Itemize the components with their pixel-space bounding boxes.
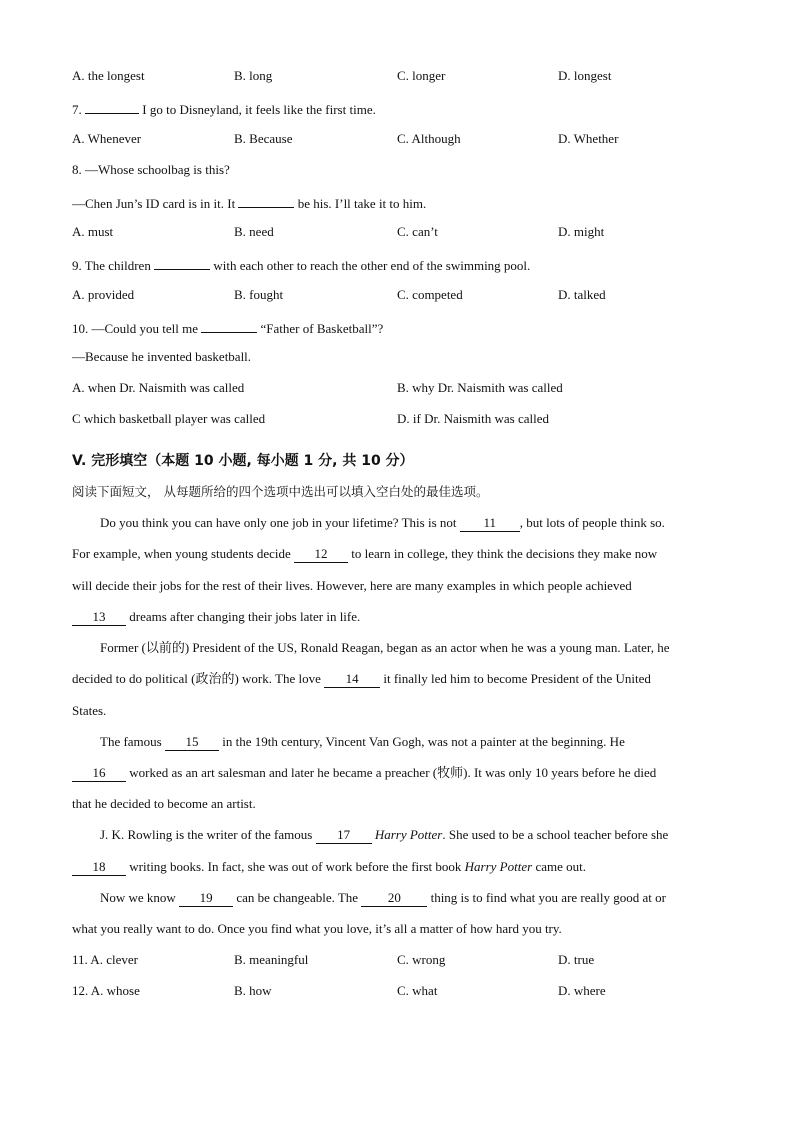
q10-text-pre: 10. —Could you tell me [72, 321, 199, 336]
blank-14[interactable]: 14 [324, 671, 380, 688]
q6-option-a[interactable]: A. the longest [72, 68, 145, 83]
passage-text: it finally led him to become President of the United [383, 671, 651, 686]
q6-option-b[interactable]: B. long [234, 68, 273, 83]
q8-blank[interactable] [238, 191, 294, 208]
blank-15[interactable]: 15 [165, 734, 219, 751]
book-title: Harry Potter [464, 859, 533, 874]
book-title: Harry Potter [374, 827, 443, 842]
blank-13[interactable]: 13 [72, 609, 126, 626]
passage-line [72, 669, 724, 689]
q8-text-post: be his. I’ll take it to him. [297, 196, 427, 211]
q11-option-a[interactable]: 11. A. clever [72, 952, 138, 967]
q7-stem [72, 97, 724, 117]
passage-line: that he decided to become an artist. [72, 796, 256, 811]
q7-option-d[interactable]: D. Whether [558, 131, 619, 146]
blank-12[interactable]: 12 [294, 546, 348, 563]
passage-text: Now we know [100, 890, 176, 905]
q6-options [72, 66, 724, 86]
q11-option-b[interactable]: B. meaningful [234, 952, 309, 967]
section-instruction: 阅读下面短文， 从每题所给的四个选项中选出可以填入空白处的最佳选项。 [72, 484, 489, 499]
q6-option-d[interactable]: D. longest [558, 68, 612, 83]
q9-blank[interactable] [154, 253, 210, 270]
q6-option-c[interactable]: C. longer [397, 68, 446, 83]
q12-option-a[interactable]: 12. A. whose [72, 983, 140, 998]
passage-line [72, 607, 724, 627]
q7-option-c[interactable]: C. Although [397, 131, 461, 146]
q9-option-c[interactable]: C. competed [397, 287, 463, 302]
passage-text: For example, when young students decide [72, 546, 291, 561]
blank-18[interactable]: 18 [72, 859, 126, 876]
passage-text: The famous [100, 734, 162, 749]
passage-text: J. K. Rowling is the writer of the famous [100, 827, 313, 842]
q10-option-b[interactable]: B. why Dr. Naismith was called [397, 380, 563, 395]
passage-line [72, 857, 724, 877]
q8-option-a[interactable]: A. must [72, 224, 114, 239]
q8-option-d[interactable]: D. might [558, 224, 605, 239]
passage-line: will decide their jobs for the rest of their lives. However, here are many examples in which people achieved [72, 578, 632, 593]
q10-option-a[interactable]: A. when Dr. Naismith was called [72, 380, 245, 395]
blank-20[interactable]: 20 [361, 890, 427, 907]
blank-19[interactable]: 19 [179, 890, 233, 907]
passage-line [72, 825, 752, 845]
q9-text-pre: 9. The children [72, 258, 151, 273]
passage-text: decided to do political (政治的) work. The love [72, 671, 321, 686]
passage-text: . She used to be a school teacher before she [442, 827, 669, 842]
q10-options-row1 [72, 378, 724, 398]
q9-stem [72, 253, 724, 273]
q8-line1: 8. —Whose schoolbag is this? [72, 162, 230, 177]
q9-options [72, 285, 724, 305]
q8-options [72, 222, 724, 242]
passage-text: came out. [535, 859, 586, 874]
passage-line: what you really want to do. Once you find what you love, it’s all a matter of how hard you try. [72, 921, 562, 936]
q8-line2 [72, 191, 724, 211]
passage-text: can be changeable. The [236, 890, 359, 905]
q7-option-a[interactable]: A. Whenever [72, 131, 142, 146]
passage-text: Do you think you can have only one job in your lifetime? This is not [100, 515, 457, 530]
blank-16[interactable]: 16 [72, 765, 126, 782]
blank-11[interactable]: 11 [460, 515, 520, 532]
section-title: V. 完形填空（本题 10 小题, 每小题 1 分, 共 10 分） [72, 453, 414, 469]
passage-line [72, 732, 752, 752]
q12-options [72, 981, 724, 1001]
q10-option-d[interactable]: D. if Dr. Naismith was called [397, 411, 549, 426]
passage-text: thing is to find what you are really good at or [430, 890, 666, 905]
q10-stem [72, 316, 724, 336]
q7-options [72, 129, 724, 149]
q9-text-post: with each other to reach the other end of the swimming pool. [213, 258, 531, 273]
q7-blank[interactable] [85, 97, 139, 114]
q12-option-c[interactable]: C. what [397, 983, 438, 998]
passage-line [72, 888, 752, 908]
passage-text: to learn in college, they think the decisions they make now [351, 546, 658, 561]
q12-option-b[interactable]: B. how [234, 983, 272, 998]
passage-line: Former (以前的) President of the US, Ronald Reagan, began as an actor when he was a young man. Later, he [100, 640, 670, 655]
q10-text-post: “Father of Basketball”? [260, 321, 384, 336]
passage-text: dreams after changing their jobs later in life. [129, 609, 361, 624]
q8-option-b[interactable]: B. need [234, 224, 274, 239]
passage-text: writing books. In fact, she was out of work before the first book [129, 859, 462, 874]
q7-option-b[interactable]: B. Because [234, 131, 293, 146]
passage-text: in the 19th century, Vincent Van Gogh, was not a painter at the beginning. He [222, 734, 625, 749]
q12-option-d[interactable]: D. where [558, 983, 606, 998]
q9-option-a[interactable]: A. provided [72, 287, 135, 302]
passage-line [72, 544, 724, 564]
q11-option-c[interactable]: C. wrong [397, 952, 446, 967]
passage-line [72, 763, 724, 783]
passage-text: worked as an art salesman and later he became a preacher (牧师). It was only 10 years before he died [129, 765, 657, 780]
q11-options [72, 950, 724, 970]
q8-text-pre: —Chen Jun’s ID card is in it. It [72, 196, 236, 211]
q7-text: I go to Disneyland, it feels like the first time. [142, 102, 376, 117]
q9-option-b[interactable]: B. fought [234, 287, 284, 302]
q10-blank[interactable] [201, 316, 257, 333]
passage-text: , but lots of people think so. [519, 515, 665, 530]
q7-number: 7. [72, 102, 82, 117]
blank-17[interactable]: 17 [316, 827, 372, 844]
q10-option-c[interactable]: C which basketball player was called [72, 411, 266, 426]
q8-option-c[interactable]: C. can’t [397, 224, 438, 239]
q10-line2: —Because he invented basketball. [72, 349, 252, 364]
q9-option-d[interactable]: D. talked [558, 287, 606, 302]
q11-option-d[interactable]: D. true [558, 952, 595, 967]
passage-line: States. [72, 703, 107, 718]
q10-options-row2 [72, 409, 724, 429]
passage-line [72, 513, 752, 533]
